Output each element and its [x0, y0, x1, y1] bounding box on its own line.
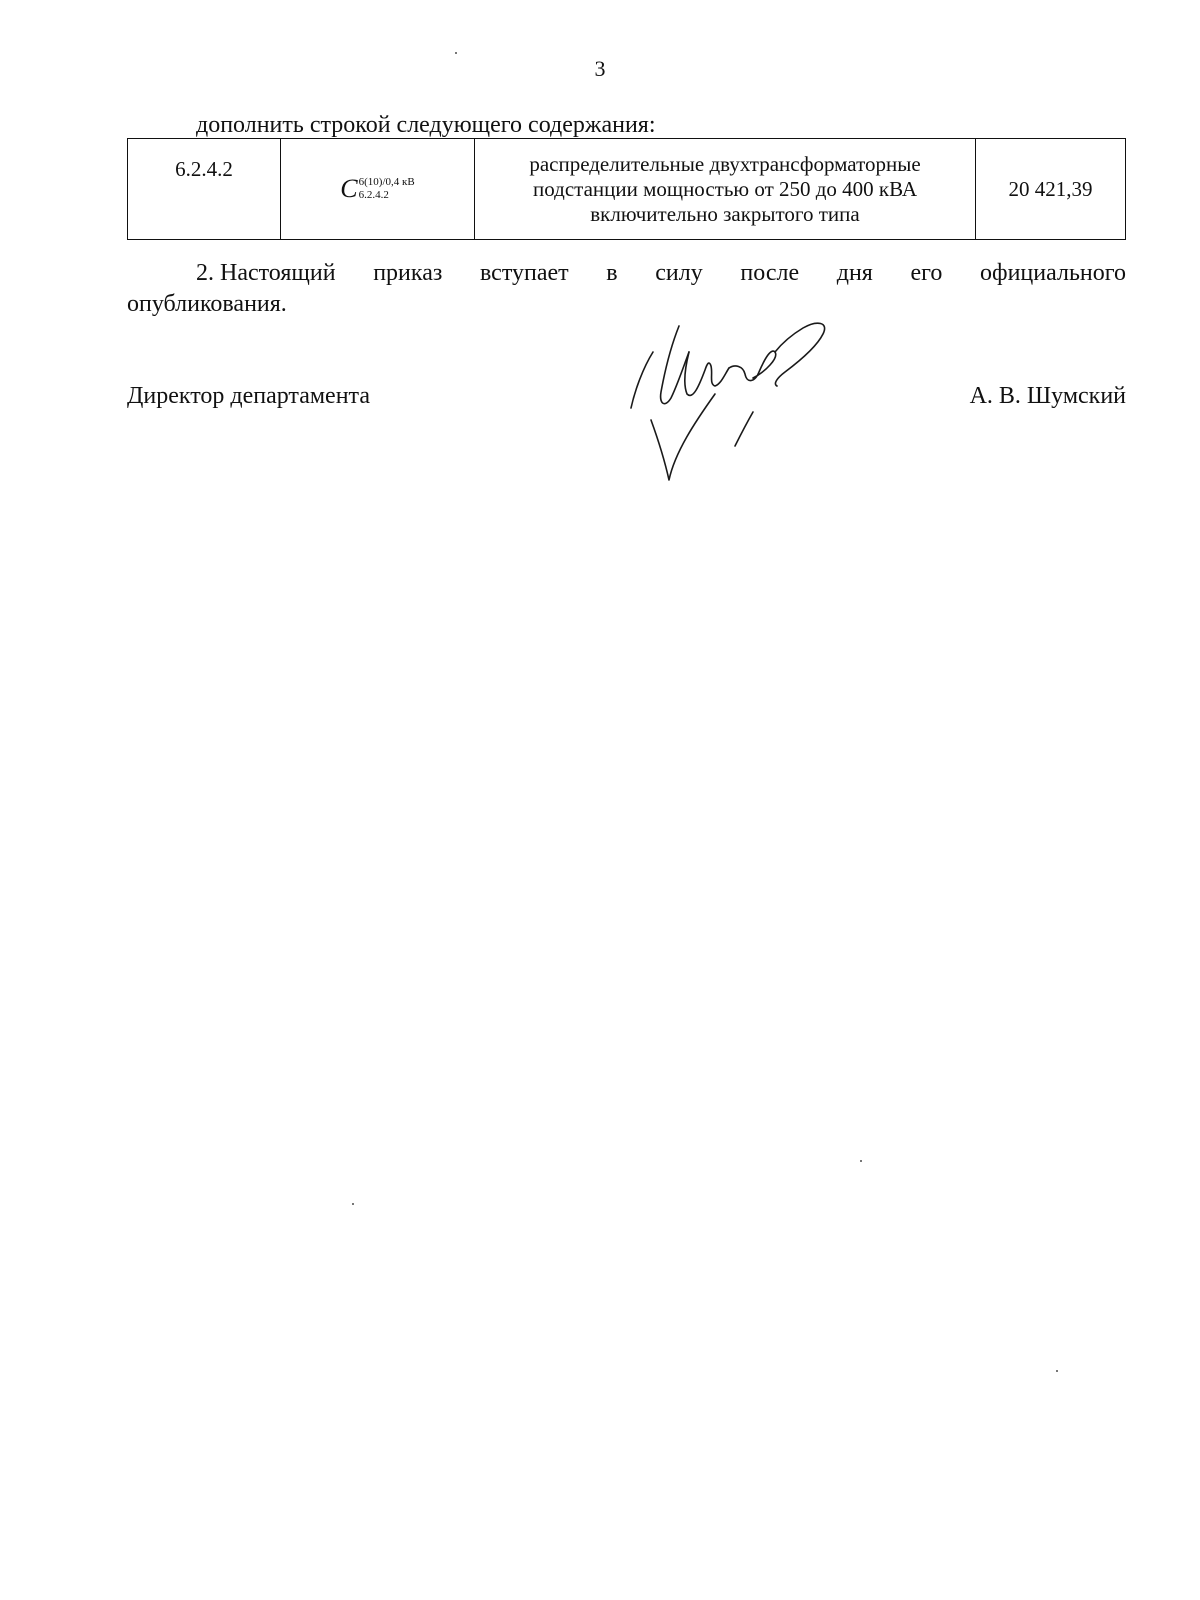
scan-speck — [455, 52, 457, 54]
paragraph-word: его — [910, 260, 943, 286]
scan-speck — [352, 1203, 354, 1205]
intro-text: дополнить строкой следующего содержания: — [196, 112, 656, 138]
cell-description — [475, 139, 976, 240]
paragraph-word: после — [740, 260, 800, 286]
scan-speck — [860, 1160, 862, 1162]
paragraph-word: дня — [836, 260, 873, 286]
symbol-superscript: 6(10)/0,4 кВ — [358, 176, 415, 188]
description-line: подстанции мощностью от 250 до 400 кВА — [533, 176, 917, 201]
signer-title: Директор департамента — [127, 383, 370, 409]
paragraph-effective-date — [127, 258, 1126, 320]
signer-name: А. В. Шумский — [969, 383, 1126, 409]
paragraph-word: приказ — [373, 260, 443, 286]
handwritten-signature — [625, 312, 865, 492]
description-line: распределительные двухтрансформаторные — [529, 151, 921, 176]
cell-code: 6.2.4.2 — [128, 139, 281, 240]
cell-symbol — [281, 139, 475, 240]
symbol-letter: C — [340, 174, 358, 203]
scan-speck — [1056, 1370, 1058, 1372]
paragraph-word: 2. Настоящий — [196, 260, 336, 286]
paragraph-line: опубликования. — [127, 291, 287, 317]
symbol-subscript: 6.2.4.2 — [358, 189, 389, 201]
rate-symbol — [340, 174, 414, 204]
page-number: 3 — [594, 56, 606, 81]
description-line: включительно закрытого типа — [590, 201, 860, 226]
paragraph-line — [127, 258, 1126, 289]
paragraph-word: официального — [980, 260, 1126, 286]
paragraph-word: силу — [655, 260, 703, 286]
paragraph-word: в — [606, 260, 618, 286]
cell-value: 20 421,39 — [976, 139, 1126, 240]
paragraph-word: вступает — [479, 260, 569, 286]
amendment-table — [127, 138, 1126, 240]
table-row — [128, 139, 1126, 240]
